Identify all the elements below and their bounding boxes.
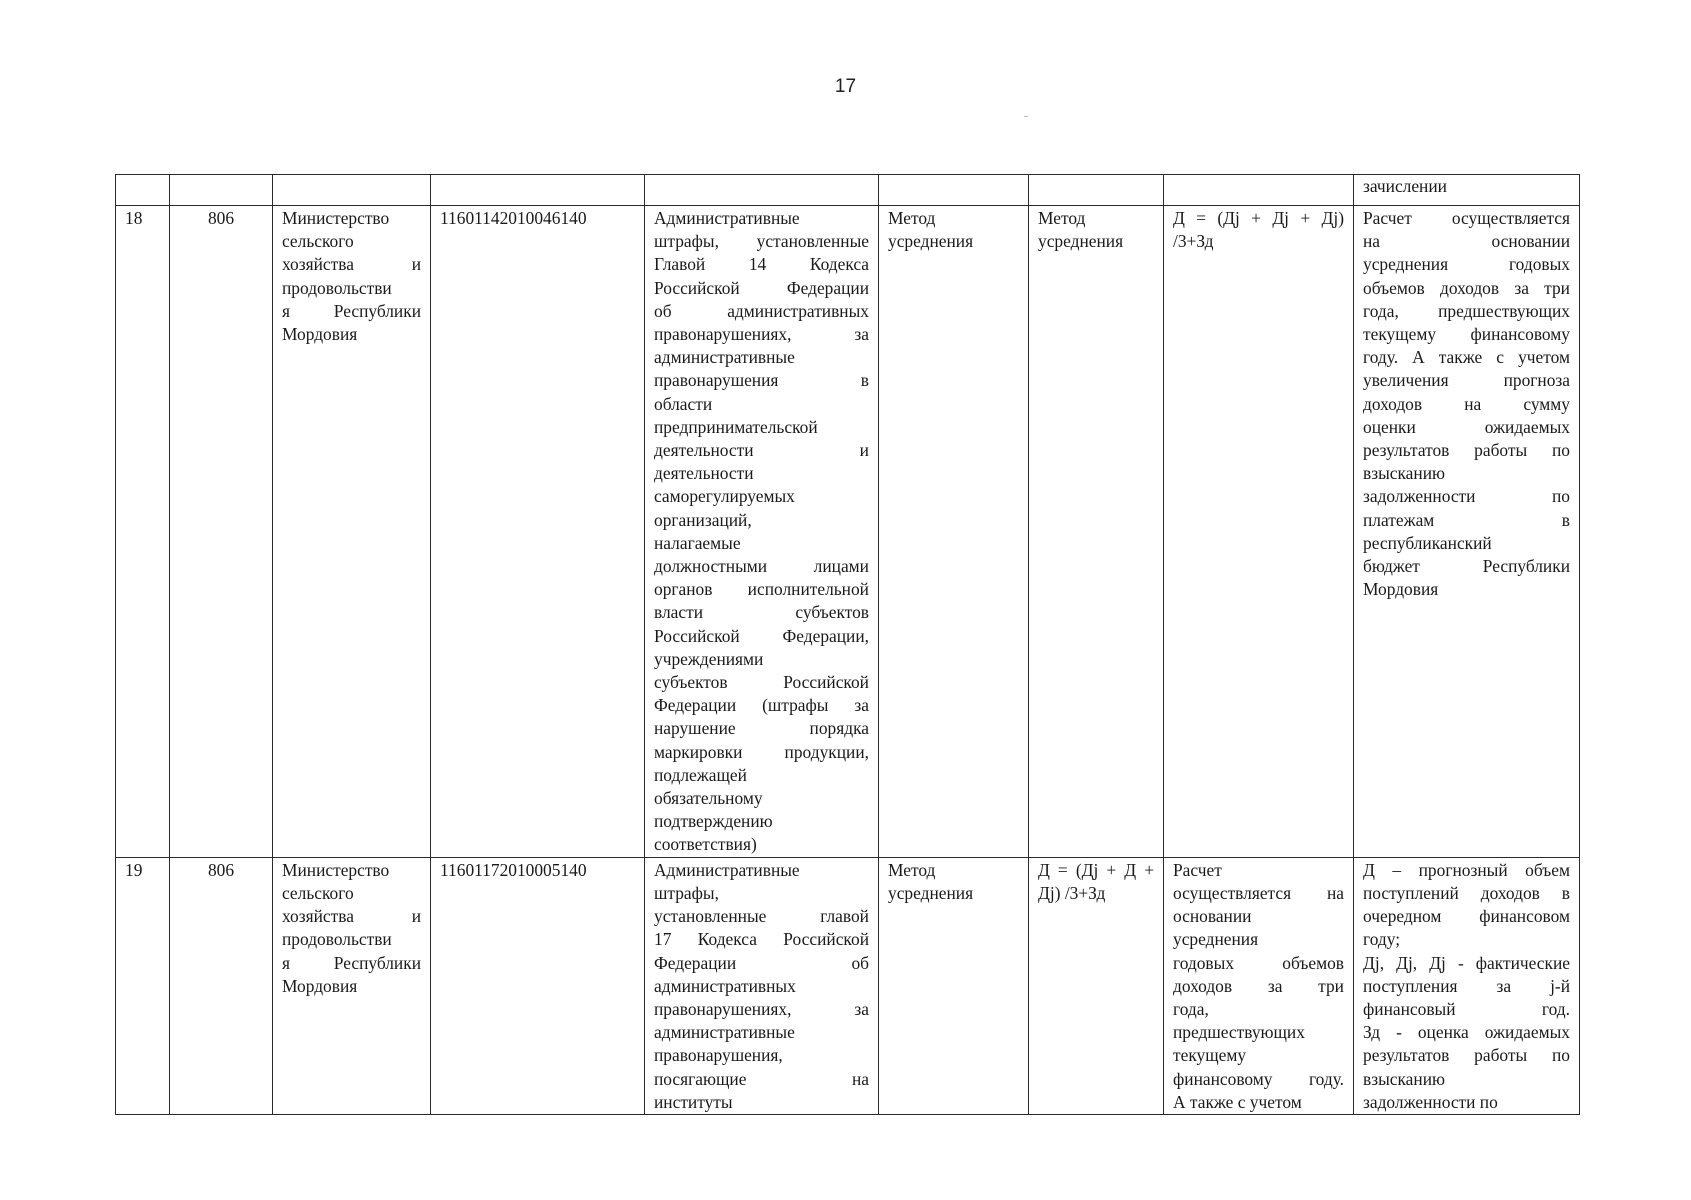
cell-line: предпринимательской (654, 416, 818, 437)
continuation-row (116, 175, 1580, 206)
revenue-forecast-table (115, 174, 1580, 1115)
cell-line: административные (654, 1022, 795, 1043)
forecast-method (879, 857, 1029, 1114)
cell-line: Мордовия (282, 324, 358, 345)
cell-line: Административные (654, 208, 800, 228)
cell-line: текущему (1173, 1045, 1247, 1066)
cell-line: деятельности (654, 463, 754, 484)
cell-line: предшествующих (1173, 1022, 1305, 1043)
cell-line: продовольстви (282, 277, 392, 298)
cell-line: увеличения прогноза (1363, 370, 1570, 391)
cell-line: /3+Зд (1173, 231, 1214, 252)
cell-line: нарушение порядка (654, 718, 869, 739)
cell-line: Российской Федерации, (654, 625, 869, 646)
cell-line: организаций, (654, 509, 752, 530)
cell-line: годовых объемов (1173, 952, 1344, 973)
budget-classification-code: 11601142010046140 (431, 206, 645, 858)
cell-line: очередном финансовом (1363, 906, 1570, 927)
forecast-method (879, 206, 1029, 858)
cell-line: Федерации об (654, 952, 869, 973)
cell-line: Д = (Дj + Дj + Дj) (1173, 208, 1344, 228)
cell-line: Метод (1038, 208, 1086, 228)
cell-line: поступления за j-й (1363, 975, 1570, 996)
continuation-text: зачислении (1354, 175, 1580, 206)
cell-line: усреднения (888, 882, 974, 903)
cell-line: Зд - оценка ожидаемых (1363, 1022, 1570, 1043)
cell-line: года, (1173, 998, 1209, 1019)
administrator-name (273, 857, 431, 1114)
cell-line: правонарушения в (654, 370, 869, 391)
cell-line: взысканию (1363, 1068, 1445, 1089)
cell-line: усреднения (1173, 929, 1259, 950)
cell-line: Д = (Дj + Д + (1038, 859, 1154, 880)
cell-line: бюджет Республики (1363, 556, 1570, 577)
cell-line: Расчет осуществляется (1363, 208, 1570, 228)
calculation-description (1354, 206, 1580, 858)
cell-line: Мордовия (1363, 579, 1439, 600)
cell-line: посягающие на (654, 1068, 869, 1089)
page-number: 17 (834, 76, 857, 97)
cell-empty (170, 175, 273, 206)
cell-line: Административные (654, 859, 800, 880)
cell-line: осуществляется на (1173, 882, 1344, 903)
cell-line: на основании (1363, 231, 1570, 252)
cell-line: доходов на сумму (1363, 393, 1570, 414)
cell-line: я Республики (282, 300, 421, 321)
calculation-description (1164, 857, 1354, 1114)
cell-line: Метод (888, 859, 936, 880)
cell-empty (273, 175, 431, 206)
cell-line: штрафы, установленные (654, 231, 869, 252)
cell-line: институты (654, 1091, 733, 1112)
cell-line: административные (654, 347, 795, 368)
revenue-name (645, 206, 879, 858)
cell-line: оценки ожидаемых (1363, 416, 1570, 437)
cell-line: правонарушения, (654, 1045, 783, 1066)
cell-empty (645, 175, 879, 206)
formula-legend (1354, 857, 1580, 1114)
calculation-formula (1029, 857, 1164, 1114)
cell-line: Министерство (282, 859, 390, 880)
cell-line: деятельности и (654, 440, 869, 461)
cell-line: результатов работы по (1363, 440, 1570, 461)
cell-line: области (654, 393, 713, 414)
cell-line: Федерации (штрафы за (654, 695, 869, 716)
cell-line: установленные главой (654, 906, 869, 927)
cell-line: я Республики (282, 952, 421, 973)
forecast-method-alt (1029, 206, 1164, 858)
cell-line: субъектов Российской (654, 672, 869, 693)
cell-line: республиканский (1363, 532, 1492, 553)
scan-speck (1024, 116, 1028, 117)
cell-empty (879, 175, 1029, 206)
cell-line: усреднения (888, 231, 974, 252)
cell-line: году; (1363, 929, 1401, 950)
cell-line: Метод (888, 208, 936, 228)
cell-line: усреднения годовых (1363, 254, 1570, 275)
cell-line: сельского (282, 882, 354, 903)
admin-code: 806 (170, 206, 273, 858)
cell-line: органов исполнительной (654, 579, 869, 600)
cell-line: Главой 14 Кодекса (654, 254, 869, 275)
cell-line: налагаемые (654, 532, 741, 553)
cell-line: подлежащей (654, 764, 747, 785)
cell-empty (1164, 175, 1354, 206)
table-row (116, 857, 1580, 1114)
cell-line: маркировки продукции, (654, 741, 869, 762)
row-number: 19 (116, 857, 170, 1114)
cell-line: административных (654, 975, 796, 996)
cell-line: году. А также с учетом (1363, 347, 1570, 368)
cell-line: сельского (282, 231, 354, 252)
cell-line: соответствия) (654, 834, 757, 855)
cell-line: Дj, Дj, Дj - фактические (1363, 952, 1570, 973)
cell-line: объемов доходов за три (1363, 277, 1570, 298)
cell-line: саморегулируемых (654, 486, 795, 507)
cell-line: Российской Федерации (654, 277, 869, 298)
revenue-name (645, 857, 879, 1114)
cell-line: Министерство (282, 208, 390, 228)
cell-line: взысканию (1363, 463, 1445, 484)
cell-line: хозяйства и (282, 254, 421, 275)
admin-code: 806 (170, 857, 273, 1114)
cell-line: основании (1173, 906, 1252, 927)
cell-line: финансовому году. (1173, 1068, 1344, 1089)
cell-line: учреждениями (654, 648, 764, 669)
cell-line: доходов за три (1173, 975, 1344, 996)
cell-line: хозяйства и (282, 906, 421, 927)
cell-line: задолженности по (1363, 486, 1570, 507)
cell-line: обязательному (654, 788, 763, 809)
cell-line: текущему финансовому (1363, 324, 1570, 345)
cell-line: власти субъектов (654, 602, 869, 623)
cell-line: Мордовия (282, 975, 358, 996)
calculation-formula (1164, 206, 1354, 858)
budget-classification-code: 11601172010005140 (431, 857, 645, 1114)
cell-line: правонарушениях, за (654, 324, 869, 345)
row-number: 18 (116, 206, 170, 858)
cell-line: Расчет (1173, 859, 1222, 880)
cell-line: правонарушениях, за (654, 998, 869, 1019)
cell-empty (116, 175, 170, 206)
cell-line: подтверждению (654, 811, 773, 832)
cell-empty (431, 175, 645, 206)
table-row (116, 206, 1580, 858)
cell-line: А также с учетом (1173, 1091, 1302, 1112)
cell-line: об административных (654, 300, 869, 321)
cell-line: усреднения (1038, 231, 1124, 252)
cell-line: должностными лицами (654, 556, 869, 577)
cell-line: поступлений доходов в (1363, 882, 1570, 903)
cell-line: результатов работы по (1363, 1045, 1570, 1066)
administrator-name (273, 206, 431, 858)
cell-line: штрафы, (654, 882, 719, 903)
cell-line: Дj) /3+Зд (1038, 882, 1106, 903)
cell-line: продовольстви (282, 929, 392, 950)
cell-line: финансовый год. (1363, 998, 1570, 1019)
cell-line: года, предшествующих (1363, 300, 1570, 321)
cell-line: Д – прогнозный объем (1363, 859, 1570, 880)
cell-line: платежам в (1363, 509, 1570, 530)
cell-line: 17 Кодекса Российской (654, 929, 869, 950)
cell-line: задолженности по (1363, 1091, 1498, 1112)
cell-empty (1029, 175, 1164, 206)
